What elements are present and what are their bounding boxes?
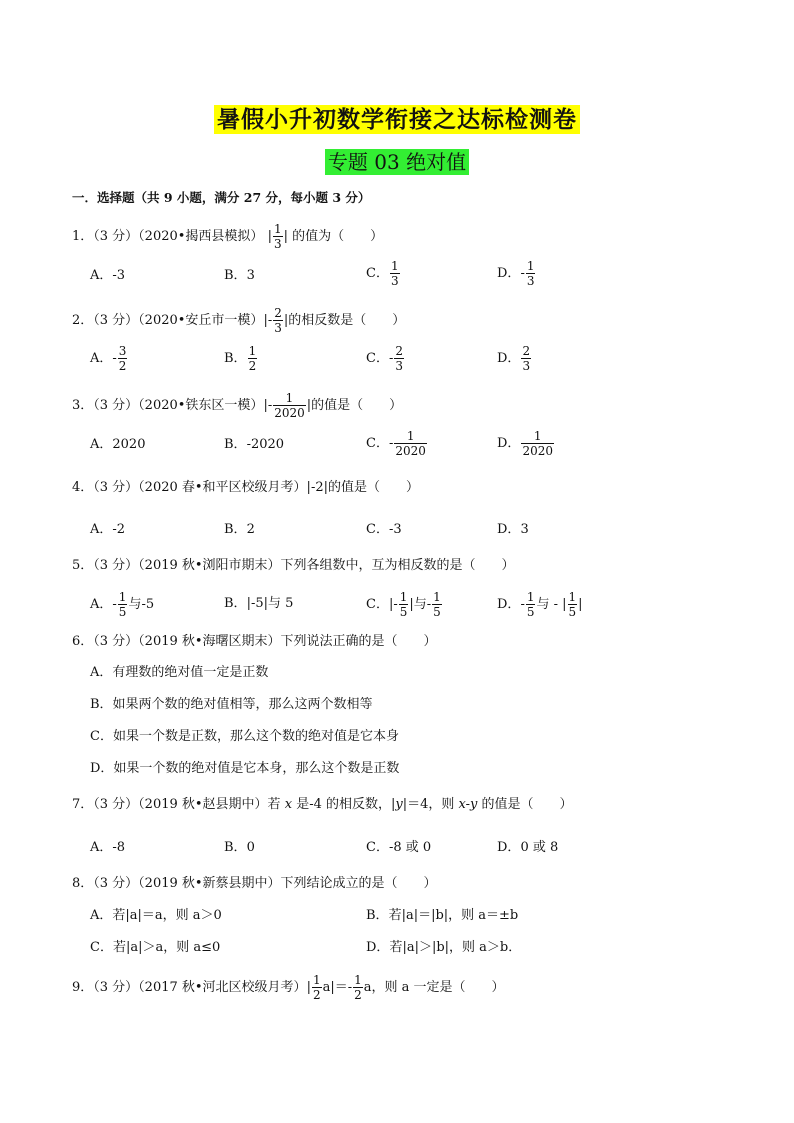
variable: y [395,797,403,812]
fraction: $\frac{2}{3}$ [274,306,282,335]
fraction: $\frac{1}{5}$ [118,590,127,619]
fraction: $\frac{1}{5}$ [433,590,441,619]
option-b: B．-2020 [224,437,285,452]
page-subtitle [0,146,794,175]
fraction: $\frac{1}{5}$ [399,590,408,619]
option-c: C．-3 [366,522,402,537]
option-d: D． $\frac{2}{3}$ [497,344,531,373]
option-c: C．- $\frac{1}{2020}$ [366,429,426,458]
question-stem-end: 的相反数是（ ） [288,313,406,328]
fraction: $\frac{1}{3}$ [390,259,399,288]
option-c: C．-8 或 0 [366,840,432,855]
option-a: A．- $\frac{3}{2}$ [90,344,127,373]
option-a: A．-3 [90,268,126,283]
option-b: B．如果两个数的绝对值相等，那么这两个数相等 [90,697,373,712]
option-b: B．|-5|与 5 [224,596,294,611]
section-heading: 一．选择题（共 9 小题，满分 27 分，每小题 3 分） [72,190,371,205]
question-2: 2．（3 分）（2020•安丘市一模）|- $\frac{2}{3}$ |的相反数是（ ） [72,306,406,335]
fraction: $\frac{1}{3}$ [273,222,282,251]
variable: x [284,797,293,812]
option-c: C．如果一个数是正数，那么这个数的绝对值是它本身 [90,729,399,744]
question-4 [72,478,419,498]
fraction: $\frac{1}{2020}$ [522,429,553,458]
question-3: 3．（3 分）（2020•铁东区一模）|- $\frac{1}{2020}$ |的值是（ ） [72,391,403,420]
option-a: A．- $\frac{1}{5}$ 与-5 [90,590,155,619]
option-c: C．若|a|＞a，则 a≤0 [90,940,221,955]
question-stem: 8．（3 分）（2019 秋•新蔡县期中）下列结论成立的是（ ） [72,876,437,891]
option-d: D．若|a|＞|b|，则 a＞b． [366,940,522,955]
question-stem: 2．（3 分）（2020•安丘市一模） [72,313,264,328]
fraction: $\frac{1}{2}$ [248,344,257,373]
option-a: A．2020 [90,437,146,452]
question-stem: 9．（3 分）（2017 秋•河北区校级月考） [72,980,307,995]
question-9: 9．（3 分）（2017 秋•河北区校级月考）| $\frac{1}{2}$ a|＝- $\frac{1}{2}$ a，则 a 一定是（ ） [72,973,505,1002]
page-title [0,101,794,134]
subtitle-text: 专题 03 绝对值 [325,149,469,175]
question-1: 1．（3 分）（2020•揭西县模拟） | $\frac{1}{3}$ | 的值为（ ） [72,222,384,251]
option-b: B．若|a|＝|b|，则 a＝±b [366,908,519,923]
option-d: D．3 [497,522,529,537]
question-stem: 7．（3 分）（2019 秋•赵县期中）若 [72,797,281,812]
fraction: $\frac{1}{2020}$ [274,391,305,420]
question-stem-end: 的值为（ ） [292,229,384,244]
fraction: $\frac{1}{3}$ [526,259,535,288]
fraction: $\frac{1}{2020}$ [395,429,426,458]
fraction: $\frac{2}{3}$ [522,344,531,373]
option-d: D． $\frac{1}{2020}$ [497,429,553,458]
option-d: D．如果一个数的绝对值是它本身，那么这个数是正数 [90,761,400,776]
option-a: A．-2 [90,522,126,537]
question-stem-end: a，则 a 一定是（ ） [363,980,505,995]
question-stem: 3．（3 分）（2020•铁东区一模） [72,398,264,413]
fraction: $\frac{1}{2}$ [354,973,362,1002]
fraction: $\frac{2}{3}$ [395,344,403,373]
variable: x-y [458,797,478,812]
option-a: A．-8 [90,840,126,855]
question-stem: 4．（3 分）（2020 春•和平区校级月考）|-2|的值是（ ） [72,480,419,495]
question-8 [72,874,437,894]
option-c: C． $\frac{1}{3}$ [366,259,399,288]
option-a: A．若|a|＝a，则 a＞0 [90,908,222,923]
fraction: $\frac{1}{5}$ [568,590,577,619]
option-d: D．0 或 8 [497,840,559,855]
question-stem: 1．（3 分）（2020•揭西县模拟） [72,229,264,244]
option-c: C．- $\frac{2}{3}$ [366,344,403,373]
option-b: B．2 [224,522,255,537]
question-stem-end: 的值是（ ） [311,398,403,413]
question-stem-end: 的值是（ ） [481,797,573,812]
fraction: $\frac{3}{2}$ [118,344,127,373]
title-text: 暑假小升初数学衔接之达标检测卷 [214,105,580,134]
option-d: D．- $\frac{1}{5}$ 与 - | $\frac{1}{5}$ | [497,590,583,619]
fraction: $\frac{1}{2}$ [312,973,321,1002]
option-d: D．- $\frac{1}{3}$ [497,259,535,288]
option-b: B．3 [224,268,255,283]
question-stem: 6．（3 分）（2019 秋•海曙区期末）下列说法正确的是（ ） [72,634,437,649]
question-6 [72,632,437,652]
option-b: B．0 [224,840,255,855]
option-a: A．有理数的绝对值一定是正数 [90,665,269,680]
question-5 [72,556,515,576]
question-stem: 5．（3 分）（2019 秋•浏阳市期末）下列各组数中，互为相反数的是（ ） [72,558,515,573]
question-7: 7．（3 分）（2019 秋•赵县期中）若 x 是-4 的相反数，|y|＝4，则 x-y 的值是（ ） [72,797,573,812]
option-c: C．|- $\frac{1}{5}$ |与- $\frac{1}{5}$ [366,590,441,619]
option-b: B． $\frac{1}{2}$ [224,344,257,373]
fraction: $\frac{1}{5}$ [526,590,535,619]
